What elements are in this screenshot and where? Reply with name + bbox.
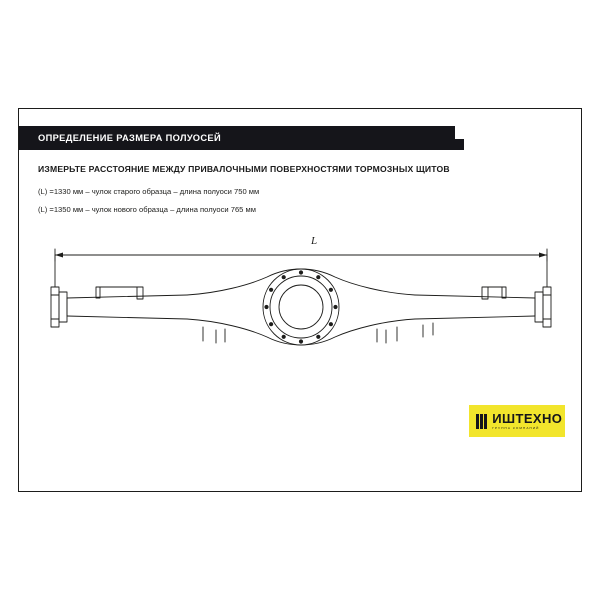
title-bar [19, 126, 455, 150]
logo-wordmark: ИШТЕХНО [492, 410, 563, 426]
logo-subtitle: ГРУППА КОМПАНИЙ [492, 425, 540, 430]
instruction-text: ИЗМЕРЬТЕ РАССТОЯНИЕ МЕЖДУ ПРИВАЛОЧНЫМИ ПОВЕРХНОСТЯМИ ТОРМОЗНЫХ ЩИТОВ [38, 164, 450, 174]
cover-bolts [264, 270, 337, 343]
lower-mount-brackets [203, 323, 433, 343]
spec-line-new: (L) =1350 мм – чулок нового образца – длина полуоси 765 мм [38, 205, 256, 214]
drawing-sheet [18, 108, 582, 492]
differential-cover [263, 269, 339, 345]
left-brake-flange [51, 287, 67, 327]
left-spring-pad [96, 287, 143, 299]
text-block [38, 164, 558, 223]
spec-line-old: (L) =1330 мм – чулок старого образца – длина полуоси 750 мм [38, 187, 260, 196]
page-title: ОПРЕДЕЛЕНИЕ РАЗМЕРА ПОЛУОСЕЙ [38, 133, 221, 143]
right-spring-pad [482, 287, 506, 299]
left-axle-tube [67, 295, 187, 319]
dimension-line [55, 249, 547, 287]
logo-bars-icon [476, 414, 488, 429]
center-housing-body [187, 269, 415, 345]
dimension-label: L [311, 235, 318, 247]
company-logo [469, 405, 565, 437]
right-axle-tube [415, 295, 535, 319]
right-brake-flange [535, 287, 551, 327]
title-bar-notch [455, 139, 464, 150]
